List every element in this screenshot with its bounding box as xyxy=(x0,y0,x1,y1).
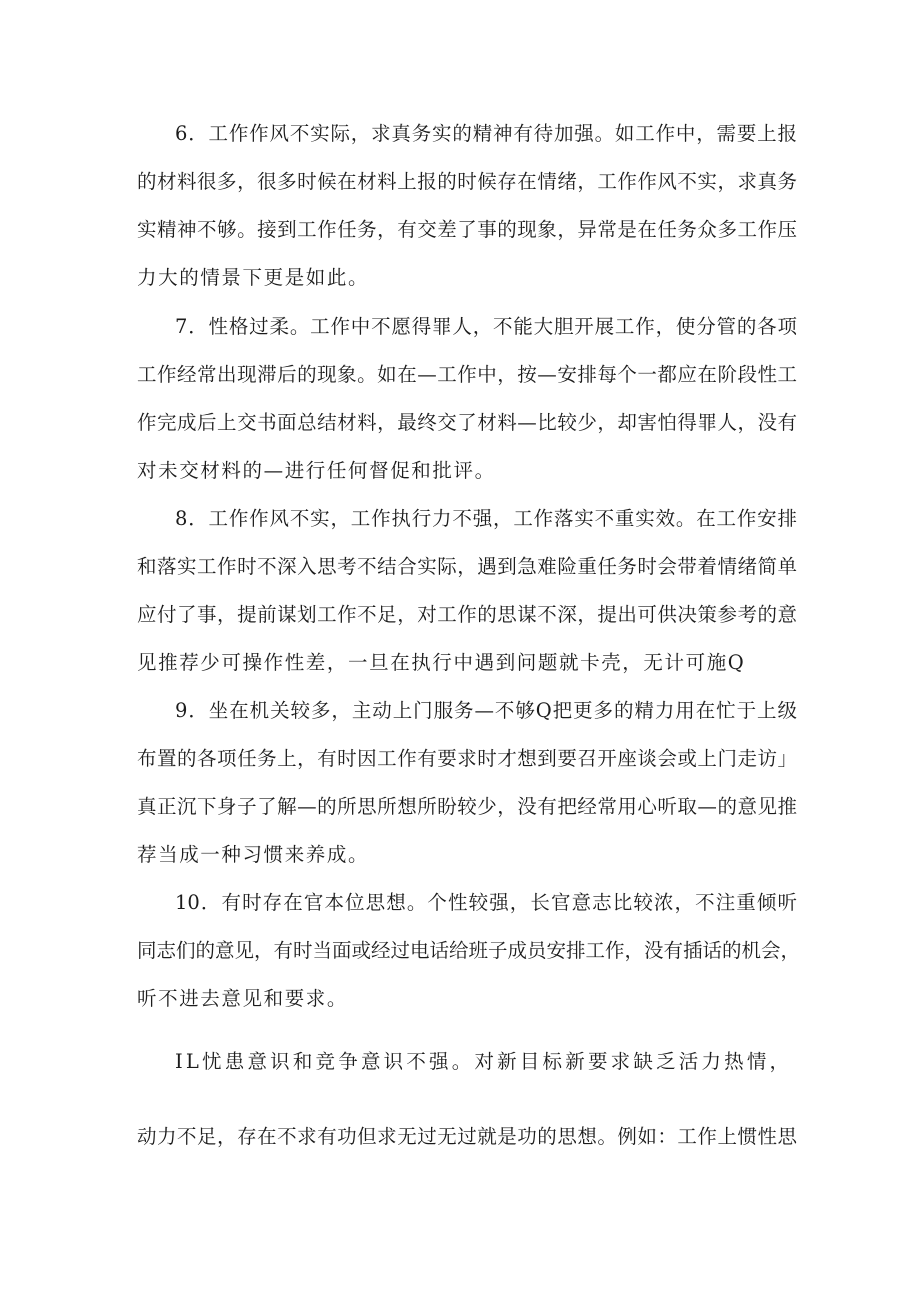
paragraph-9-line-3: 真正沉下身子了解—的所思所想所盼较少，没有把经常用心听取—的意见推 xyxy=(137,795,797,818)
paragraph-6-line-1: 6．工作作风不实际，求真务实的精神有待加强。如工作中，需要上报 xyxy=(175,122,797,145)
paragraph-8-line-1: 8．工作作风不实，工作执行力不强，工作落实不重实效。在工作安排 xyxy=(175,507,797,530)
paragraph-7-line-1: 7．性格过柔。工作中不愿得罪人，不能大胆开展工作，使分管的各项 xyxy=(175,315,797,338)
paragraph-7-line-4: 对未交材料的—进行任何督促和批评。 xyxy=(137,459,496,482)
paragraph-7-line-2: 工作经常出现滞后的现象。如在—工作中，按—安排每个一都应在阶段性工 xyxy=(137,363,797,386)
paragraph-10-line-1: 10．有时存在官本位思想。个性较强，长官意志比较浓，不注重倾听 xyxy=(175,891,797,914)
paragraph-9-line-1: 9．坐在机关较多，主动上门服务—不够Q把更多的精力用在忙于上级 xyxy=(175,699,797,722)
paragraph-8-line-3: 应付了事，提前谋划工作不足，对工作的思谋不深，提出可供决策参考的意 xyxy=(137,603,797,626)
paragraph-6-line-2: 的材料很多，很多时候在材料上报的时候存在情绪，工作作风不实，求真务 xyxy=(137,170,797,193)
paragraph-6-line-3: 实精神不够。接到工作任务，有交差了事的现象，异常是在任务众多工作压 xyxy=(137,218,797,241)
paragraph-10-line-2: 同志们的意见，有时当面或经过电话给班子成员安排工作，没有插话的机会， xyxy=(137,939,801,962)
paragraph-8-line-2: 和落实工作时不深入思考不结合实际，遇到急难险重任务时会带着情绪简单 xyxy=(137,555,797,578)
paragraph-9-line-4: 荐当成一种习惯来养成。 xyxy=(137,843,370,866)
paragraph-7-line-3: 作完成后上交书面总结材料，最终交了材料—比较少，却害怕得罪人，没有 xyxy=(137,411,797,434)
paragraph-11-continued-line: 动力不足，存在不求有功但求无过无过就是功的思想。例如：工作上惯性思 xyxy=(137,1125,797,1148)
paragraph-8-line-4: 见推荐少可操作性差，一旦在执行中遇到问题就卡壳，无计可施Q xyxy=(137,651,746,674)
paragraph-11-line-1: IL忧患意识和竞争意识不强。对新目标新要求缺乏活力热情， xyxy=(175,1050,793,1073)
paragraph-10-line-3: 听不进去意见和要求。 xyxy=(137,987,349,1010)
paragraph-9-line-2: 布置的各项任务上，有时因工作有要求时才想到要召开座谈会或上门走访」 xyxy=(137,747,797,770)
paragraph-6-line-4: 力大的情景下更是如此。 xyxy=(137,266,370,289)
